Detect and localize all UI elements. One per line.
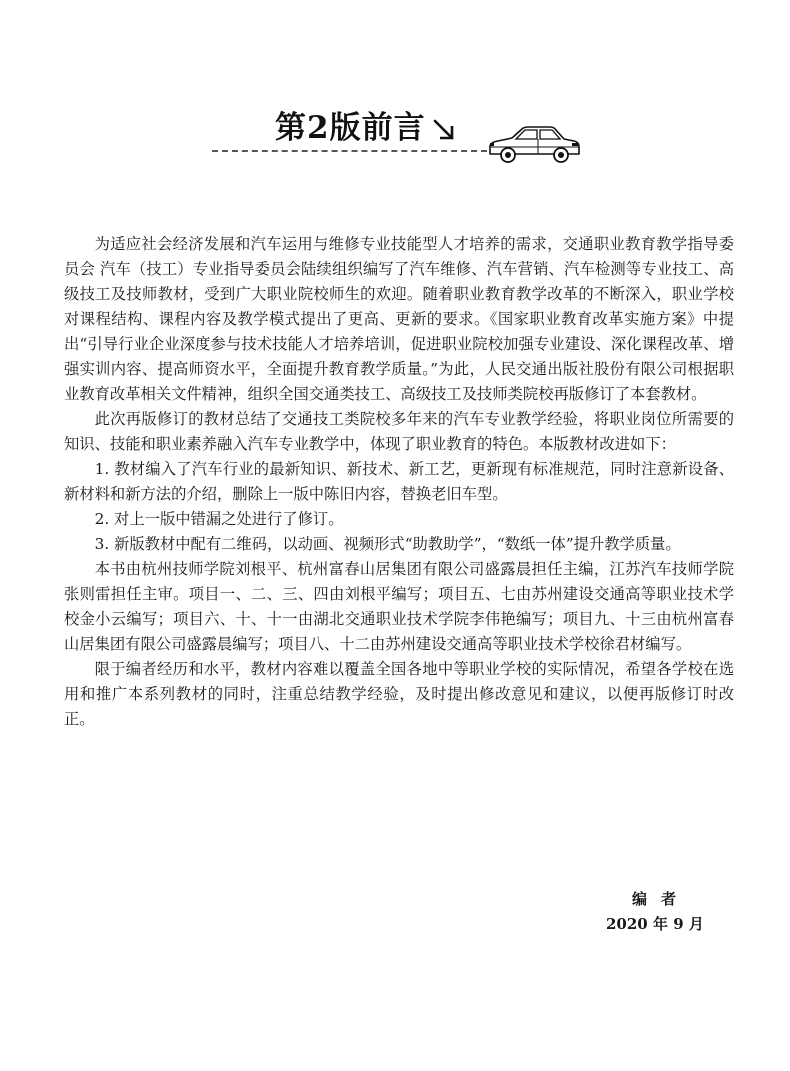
paragraph-revision-summary: 此次再版修订的教材总结了交通技工类院校多年来的汽车专业教学经验，将职业岗位所需要的知识、技能和职业素养融入汽车专业教学中，体现了职业教育的特色。本版教材改进如下： — [64, 410, 734, 453]
header-dashed-divider — [212, 150, 497, 152]
paragraph-closing: 限于编者经历和水平，教材内容难以覆盖全国各地中等职业学校的实际情况，希望各学校在选用和推广本系列教材的同时，注重总结教学经验，及时提出修改意见和建议，以便再版修订时改正。 — [64, 660, 734, 728]
paragraph-authors: 本书由杭州技师学院刘根平、杭州富春山居集团有限公司盛露晨担任主编，江苏汽车技师学院张则雷担任主审。项目一、二、三、四由刘根平编写；项目五、七由苏州建设交通高等职业技术学校金小云编写；项目六、十、十一由湖北交通职业技术学院李伟艳编写；项目九、十三由杭州富春山居集团有限公司盛露晨编写；项目八、十二由苏州建设交通高等职业技术学校徐君材编写。 — [64, 560, 734, 653]
signature-editor: 编者 — [632, 890, 691, 908]
paragraph-item-1: 1. 教材编入了汽车行业的最新知识、新技术、新工艺，更新现有标准规范，同时注意新设备、新材料和新方法的介绍，删除上一版中陈旧内容，替换老旧车型。 — [64, 460, 734, 503]
car-icon — [486, 125, 582, 165]
signature-date: 2020 年 9 月 — [606, 915, 704, 933]
arrow-down-right-icon — [432, 117, 458, 143]
paragraph-item-2: 2. 对上一版中错漏之处进行了修订。 — [94, 510, 344, 528]
paragraph-item-3: 3. 新版教材中配有二维码，以动画、视频形式“助教助学”，“数纸一体”提升教学质量。 — [94, 535, 681, 553]
page-title: 第2版前言 — [275, 110, 426, 146]
preface-header — [0, 0, 790, 170]
paragraph-intro: 为适应社会经济发展和汽车运用与维修专业技能型人才培养的需求，交通职业教育教学指导委员会 汽车（技工）专业指导委员会陆续组织编写了汽车维修、汽车营销、汽车检测等专业技工、高级技工及技师教材，受到广大职业院校师生的欢迎。随着职业教育教学改革的不断深入，职业学校对课程结构、课程内容及教学模式提出了更高、更新的要求。《国家职业教育改革实施方案》中提出“引导行业企业深度参与技术技能人才培养培训，促进职业院校加强专业建设、深化课程改革、增强实训内容、提高师资水平，全面提升教育教学质量。”为此，人民交通出版社股份有限公司根据职业教育改革相关文件精神，组织全国交通类技工、高级技工及技师类院校再版修订了本套教材。 — [64, 235, 734, 403]
preface-body — [64, 232, 734, 732]
